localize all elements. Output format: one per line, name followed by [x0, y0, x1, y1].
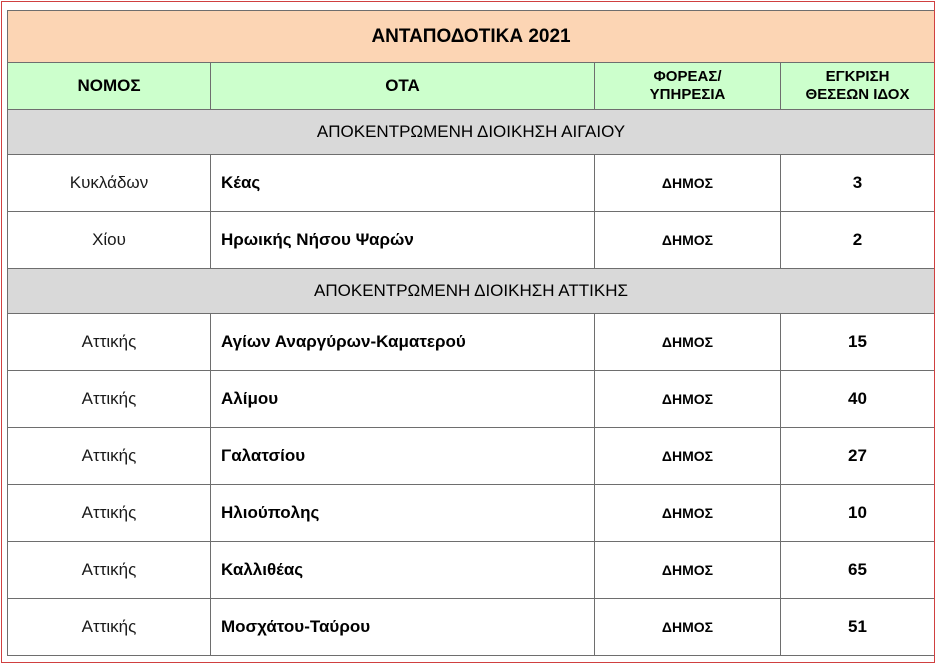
- cell-ota: Αγίων Αναργύρων-Καματερού: [211, 314, 595, 371]
- cell-count: 27: [781, 428, 935, 485]
- cell-ota: Ηρωικής Νήσου Ψαρών: [211, 212, 595, 269]
- column-header-foreas-line1: ΦΟΡΕΑΣ/: [653, 68, 722, 85]
- column-header-egkrisi-line2: ΘΕΣΕΩΝ ΙΔΟΧ: [805, 86, 910, 103]
- cell-foreas: ΔΗΜΟΣ: [595, 155, 781, 212]
- cell-nomos: Χίου: [8, 212, 211, 269]
- region-name: ΑΠΟΚΕΝΤΡΩΜΕΝΗ ΔΙΟΙΚΗΣΗ ΑΤΤΙΚΗΣ: [8, 269, 935, 314]
- cell-foreas: ΔΗΜΟΣ: [595, 542, 781, 599]
- region-row-aigaiou: [8, 110, 935, 155]
- cell-nomos: Αττικής: [8, 371, 211, 428]
- cell-nomos: Αττικής: [8, 314, 211, 371]
- table-row: [8, 155, 935, 212]
- cell-count: 40: [781, 371, 935, 428]
- cell-ota: Κέας: [211, 155, 595, 212]
- table-row: [8, 212, 935, 269]
- column-header-ota: ΟΤΑ: [211, 63, 595, 110]
- cell-nomos: Αττικής: [8, 542, 211, 599]
- cell-foreas: ΔΗΜΟΣ: [595, 485, 781, 542]
- antapodotika-table: [7, 10, 935, 656]
- column-header-egkrisi: [781, 63, 935, 110]
- cell-foreas: ΔΗΜΟΣ: [595, 371, 781, 428]
- region-name: ΑΠΟΚΕΝΤΡΩΜΕΝΗ ΔΙΟΙΚΗΣΗ ΑΙΓΑΙΟΥ: [8, 110, 935, 155]
- header-row: [8, 63, 935, 110]
- cell-count: 51: [781, 599, 935, 656]
- table-row: [8, 371, 935, 428]
- column-header-foreas: [595, 63, 781, 110]
- cell-ota: Αλίμου: [211, 371, 595, 428]
- cell-nomos: Κυκλάδων: [8, 155, 211, 212]
- region-row-attikis: [8, 269, 935, 314]
- column-header-foreas-line2: ΥΠΗΡΕΣΙΑ: [649, 86, 726, 103]
- column-header-egkrisi-line1: ΕΓΚΡΙΣΗ: [825, 68, 890, 85]
- cell-count: 15: [781, 314, 935, 371]
- cell-nomos: Αττικής: [8, 599, 211, 656]
- table-row: [8, 542, 935, 599]
- cell-count: 3: [781, 155, 935, 212]
- title-row: [8, 11, 935, 63]
- column-header-nomos: ΝΟΜΟΣ: [8, 63, 211, 110]
- cell-count: 2: [781, 212, 935, 269]
- cell-ota: Ηλιούπολης: [211, 485, 595, 542]
- cell-ota: Καλλιθέας: [211, 542, 595, 599]
- cell-ota: Μοσχάτου-Ταύρου: [211, 599, 595, 656]
- cell-ota: Γαλατσίου: [211, 428, 595, 485]
- table-row: [8, 599, 935, 656]
- cell-foreas: ΔΗΜΟΣ: [595, 314, 781, 371]
- cell-count: 10: [781, 485, 935, 542]
- cell-count: 65: [781, 542, 935, 599]
- table-row: [8, 428, 935, 485]
- cell-foreas: ΔΗΜΟΣ: [595, 599, 781, 656]
- cell-foreas: ΔΗΜΟΣ: [595, 428, 781, 485]
- table-title: ΑΝΤΑΠΟΔΟΤΙΚΑ 2021: [8, 11, 935, 63]
- table-row: [8, 314, 935, 371]
- cell-foreas: ΔΗΜΟΣ: [595, 212, 781, 269]
- cell-nomos: Αττικής: [8, 428, 211, 485]
- cell-nomos: Αττικής: [8, 485, 211, 542]
- document-frame: [1, 1, 935, 663]
- table-row: [8, 485, 935, 542]
